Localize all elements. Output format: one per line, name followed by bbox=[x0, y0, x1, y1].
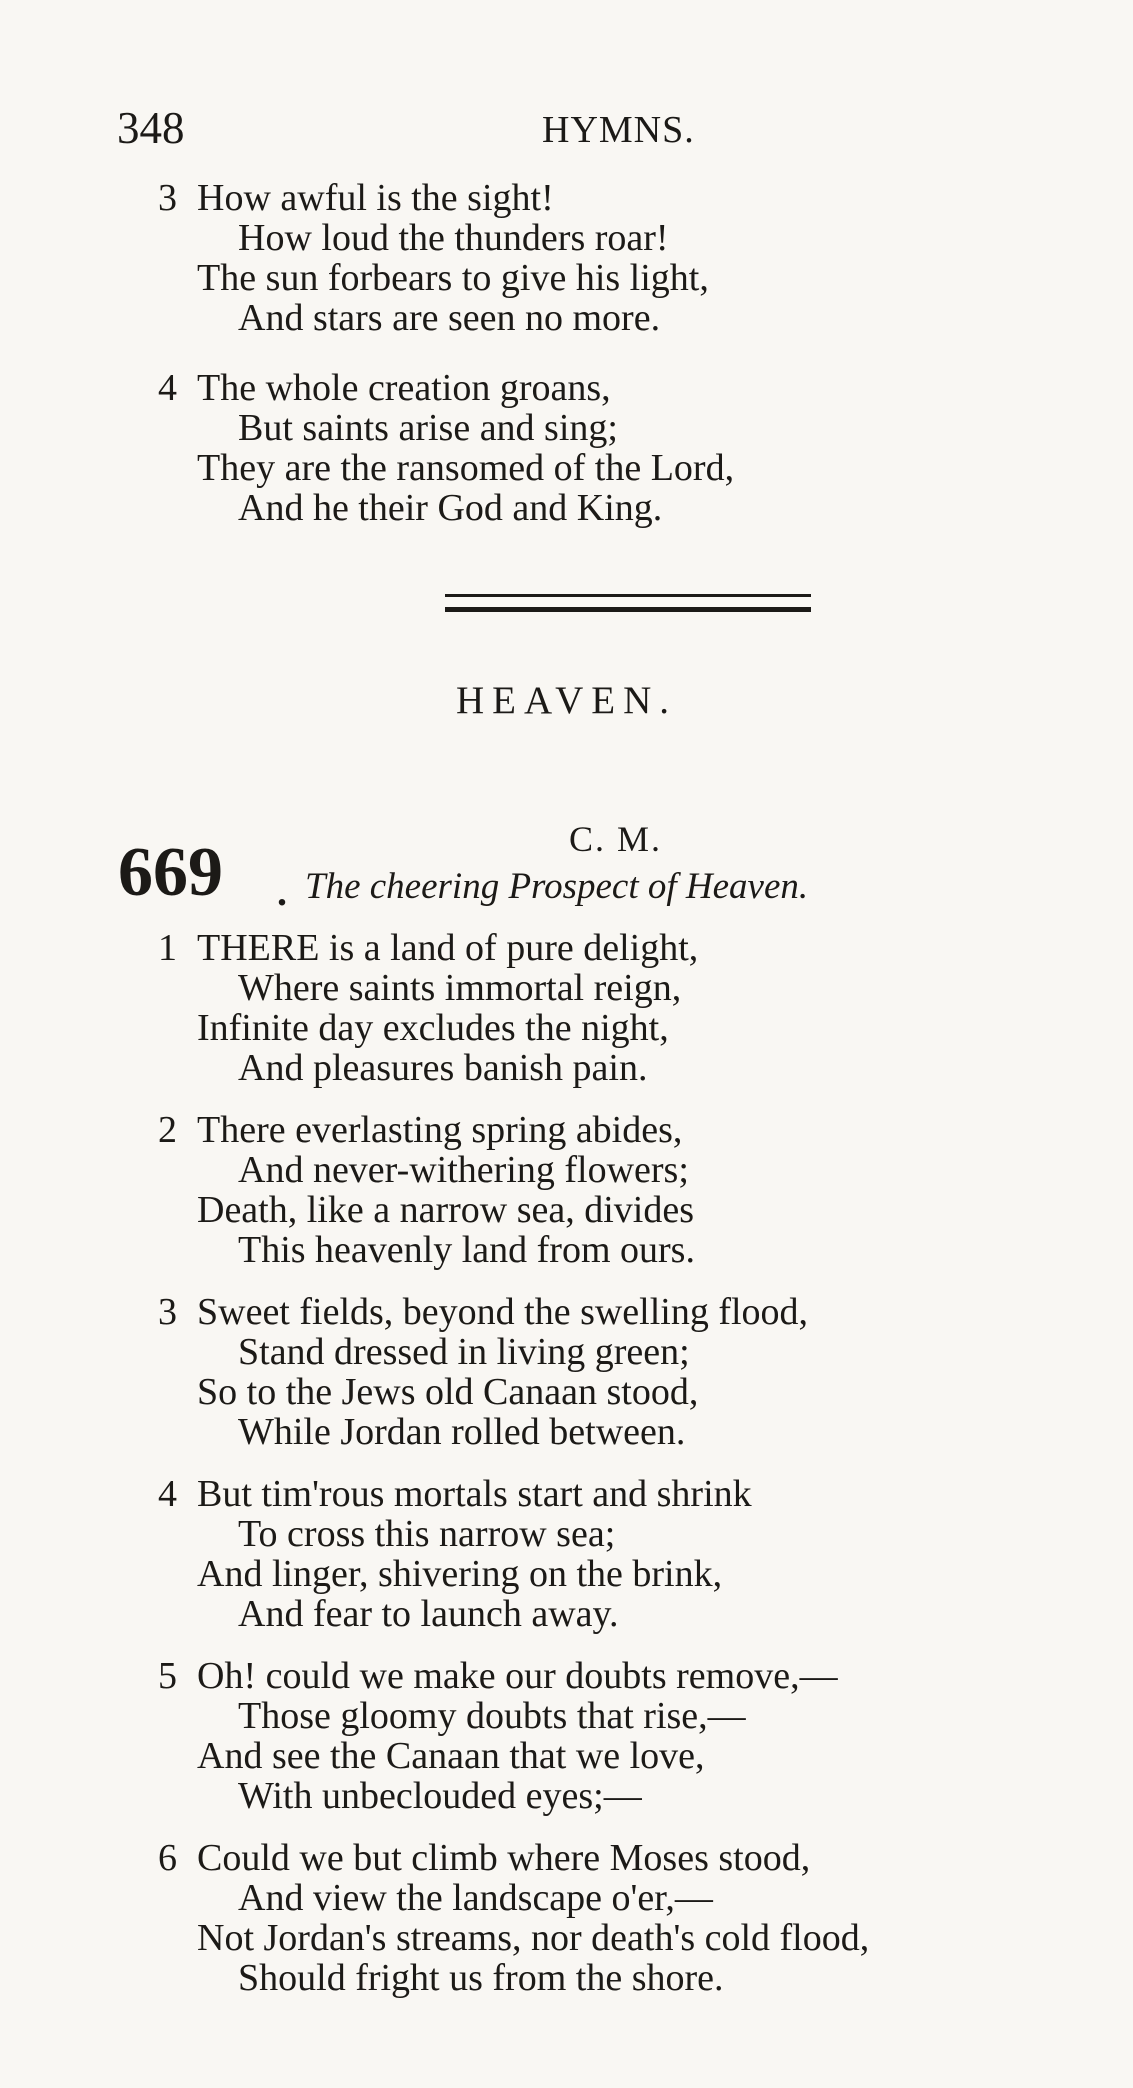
verse-line: How loud the thunders roar! bbox=[238, 217, 669, 259]
verse-line: To cross this narrow sea; bbox=[238, 1513, 616, 1555]
verse-line: With unbeclouded eyes;— bbox=[238, 1775, 642, 1817]
verse-line: While Jordan rolled between. bbox=[238, 1411, 686, 1453]
verse-line: How awful is the sight! bbox=[197, 177, 554, 219]
hymn-meter: C. M. bbox=[569, 819, 663, 859]
verse-line: Infinite day excludes the night, bbox=[197, 1007, 669, 1049]
verse-line: They are the ransomed of the Lord, bbox=[197, 447, 735, 489]
section-rule-bottom bbox=[445, 607, 811, 612]
verse-line: There everlasting spring abides, bbox=[197, 1109, 683, 1151]
stanza-number: 3 bbox=[158, 177, 177, 219]
section-rule-top bbox=[445, 594, 811, 597]
stanza-number: 6 bbox=[158, 1837, 177, 1879]
verse-line: THERE is a land of pure delight, bbox=[197, 927, 699, 969]
verse-line: Could we but climb where Moses stood, bbox=[197, 1837, 811, 1879]
verse-line: And fear to launch away. bbox=[238, 1593, 619, 1635]
verse-line: Death, like a narrow sea, divides bbox=[197, 1189, 694, 1231]
stanza-number: 1 bbox=[158, 927, 177, 969]
verse-line: Sweet fields, beyond the swelling flood, bbox=[197, 1291, 809, 1333]
verse-line: And pleasures banish pain. bbox=[238, 1047, 648, 1089]
running-title: HYMNS. bbox=[542, 109, 695, 151]
verse-line: The sun forbears to give his light, bbox=[197, 257, 709, 299]
verse-line: Where saints immortal reign, bbox=[238, 967, 682, 1009]
stanza-number: 4 bbox=[158, 1473, 177, 1515]
verse-line: And view the landscape o'er,— bbox=[238, 1877, 713, 1919]
verse-line: Those gloomy doubts that rise,— bbox=[238, 1695, 746, 1737]
verse-line: And he their God and King. bbox=[238, 487, 663, 529]
verse-line: But tim'rous mortals start and shrink bbox=[197, 1473, 752, 1515]
hymn-number-period: . bbox=[277, 869, 287, 914]
verse-line: Stand dressed in living green; bbox=[238, 1331, 690, 1373]
verse-line: Should fright us from the shore. bbox=[238, 1957, 724, 1999]
stanza-number: 3 bbox=[158, 1291, 177, 1333]
verse-line: Oh! could we make our doubts remove,— bbox=[197, 1655, 838, 1697]
hymn-title: The cheering Prospect of Heaven. bbox=[305, 866, 809, 907]
page-header bbox=[117, 102, 727, 152]
verse-line: This heavenly land from ours. bbox=[238, 1229, 695, 1271]
verse-line: The whole creation groans, bbox=[197, 367, 611, 409]
verse-line: But saints arise and sing; bbox=[238, 407, 618, 449]
verse-line: And see the Canaan that we love, bbox=[197, 1735, 705, 1777]
verse-line: So to the Jews old Canaan stood, bbox=[197, 1371, 699, 1413]
stanza-number: 2 bbox=[158, 1109, 177, 1151]
section-heading: HEAVEN. bbox=[455, 679, 678, 722]
hymn-number: 669 bbox=[118, 834, 223, 911]
stanza-number: 4 bbox=[158, 367, 177, 409]
verse-line: And linger, shivering on the brink, bbox=[197, 1553, 723, 1595]
page-number: 348 bbox=[117, 103, 185, 153]
verse-line: And never-withering flowers; bbox=[238, 1149, 689, 1191]
verse-line: And stars are seen no more. bbox=[238, 297, 661, 339]
verse-line: Not Jordan's streams, nor death's cold flood, bbox=[197, 1917, 870, 1959]
stanza-number: 5 bbox=[158, 1655, 177, 1697]
